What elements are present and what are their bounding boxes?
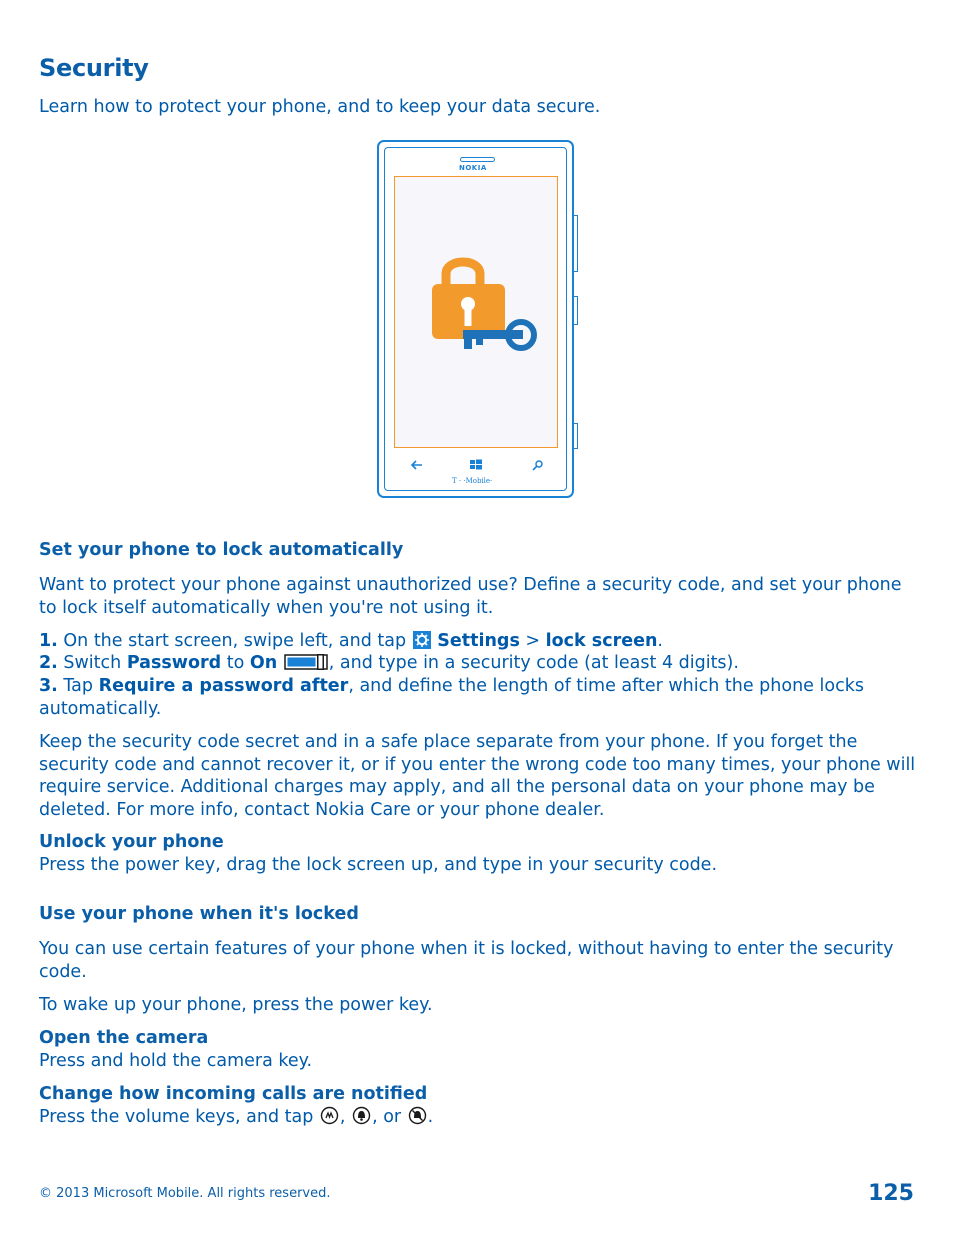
settings-icon <box>413 631 431 649</box>
camera-key <box>574 423 578 449</box>
lock-icon <box>432 262 505 339</box>
toggle-on-icon <box>284 653 328 671</box>
ring-icon <box>352 1106 371 1125</box>
camera-heading: Open the camera <box>39 1028 209 1048</box>
step-2: 2. Switch Password to On , and type in a security code (at least 4 digits). <box>39 653 739 673</box>
vibrate-icon <box>320 1106 339 1125</box>
intro-text: Learn how to protect your phone, and to keep your data secure. <box>39 97 601 117</box>
carrier-logo: T · ·Mobile· <box>452 477 493 485</box>
locked-paragraph: You can use certain features of your phone when it is locked, without having to enter the security code. <box>39 939 894 982</box>
lock-heading: Set your phone to lock automatically <box>39 540 404 560</box>
windows-icon <box>469 459 483 471</box>
earpiece <box>460 157 495 162</box>
back-icon <box>410 459 424 471</box>
calls-text: Press the volume keys, and tap , , or . <box>39 1107 434 1127</box>
lock-key-graphic <box>428 250 540 360</box>
calls-heading: Change how incoming calls are notified <box>39 1084 428 1104</box>
volume-key <box>574 215 578 272</box>
search-icon <box>531 459 544 471</box>
wake-text: To wake up your phone, press the power key. <box>39 995 433 1015</box>
lock-paragraph: Want to protect your phone against unauthorized use? Define a security code, and set your phone to lock itself automatically when you're not using it. <box>39 575 902 618</box>
silent-icon <box>408 1106 427 1125</box>
camera-text: Press and hold the camera key. <box>39 1051 313 1071</box>
unlock-text: Press the power key, drag the lock screen up, and type in your security code. <box>39 855 718 875</box>
unlock-heading: Unlock your phone <box>39 832 224 852</box>
step-3: 3. Tap Require a password after, and define the length of time after which the phone locks automatically. <box>39 676 864 719</box>
warning-paragraph: Keep the security code secret and in a safe place separate from your phone. If you forget the security code and cannot recover it, or if you enter the wrong code too many times, your phone will require service. Additional charges may apply, and all the personal data on your phone may be deleted. For more info, contact Nokia Care or your phone dealer. <box>39 732 916 820</box>
power-key <box>574 296 578 325</box>
step-1: 1. On the start screen, swipe left, and tap Settings > lock screen. <box>39 631 663 651</box>
locked-heading: Use your phone when it's locked <box>39 904 359 924</box>
copyright: © 2013 Microsoft Mobile. All rights reserved. <box>39 1186 331 1201</box>
page-number: 125 <box>868 1181 914 1206</box>
phone-brand: NOKIA <box>459 164 487 172</box>
page-title: Security <box>39 54 149 82</box>
